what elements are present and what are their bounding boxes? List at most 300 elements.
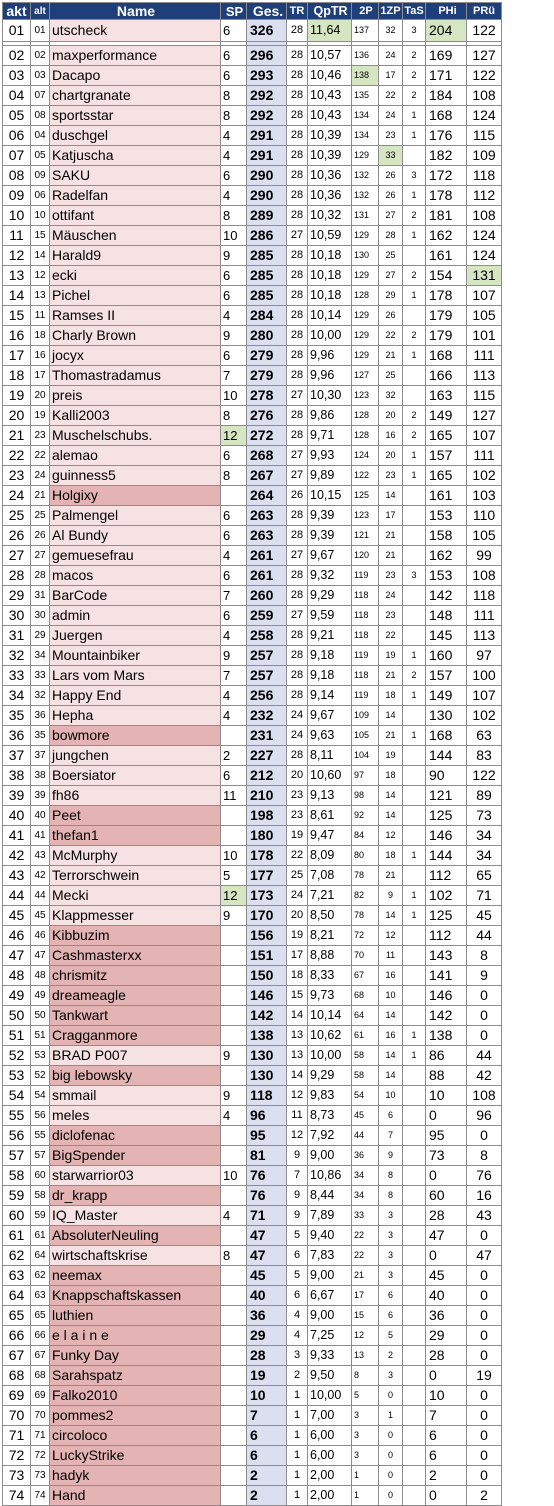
cell-name: wirtschaftskrise [50, 1246, 221, 1266]
table-row [3, 1346, 502, 1366]
cell-alt: 02 [31, 46, 50, 66]
cell-qptr: 9,67 [308, 546, 352, 566]
cell-akt: 08 [3, 166, 31, 186]
cell-p2: 22 [352, 1226, 379, 1246]
table-row [3, 706, 502, 726]
cell-sp [221, 726, 247, 746]
cell-zp1: 10 [379, 986, 403, 1006]
cell-tr: 1 [287, 1426, 308, 1446]
cell-tas [403, 986, 426, 1006]
header-name: Name [50, 3, 221, 20]
table-row [3, 1326, 502, 1346]
cell-ges: 257 [247, 646, 287, 666]
cell-p2: 34 [352, 1166, 379, 1186]
cell-p2: 80 [352, 846, 379, 866]
cell-p2: 119 [352, 646, 379, 666]
cell-sp [221, 486, 247, 506]
cell-tas: 1 [403, 1026, 426, 1046]
cell-akt: 01 [3, 20, 31, 42]
cell-alt: 70 [31, 1406, 50, 1426]
cell-sp: 4 [221, 306, 247, 326]
cell-tr: 27 [287, 546, 308, 566]
cell-alt: 46 [31, 926, 50, 946]
cell-phi: 179 [426, 306, 467, 326]
cell-zp1: 28 [379, 226, 403, 246]
cell-ges: 296 [247, 46, 287, 66]
cell-pru: 34 [467, 846, 502, 866]
cell-phi: 102 [426, 886, 467, 906]
cell-pru: 102 [467, 706, 502, 726]
cell-zp1: 1 [379, 1406, 403, 1426]
table-row [3, 686, 502, 706]
cell-phi: 125 [426, 906, 467, 926]
cell-phi: 142 [426, 586, 467, 606]
cell-name: Mountainbiker [50, 646, 221, 666]
cell-akt: 04 [3, 86, 31, 106]
cell-phi: 160 [426, 646, 467, 666]
cell-akt: 16 [3, 326, 31, 346]
cell-zp1: 3 [379, 1206, 403, 1226]
cell-tas: 1 [403, 126, 426, 146]
header-2p: 2P [352, 3, 379, 20]
cell-tr: 9 [287, 1146, 308, 1166]
cell-ges: 279 [247, 346, 287, 366]
cell-ges: 285 [247, 286, 287, 306]
cell-alt: 58 [31, 1186, 50, 1206]
cell-phi: 60 [426, 1186, 467, 1206]
cell-name: Falko2010 [50, 1386, 221, 1406]
cell-zp1: 11 [379, 946, 403, 966]
cell-akt: 06 [3, 126, 31, 146]
cell-phi: 162 [426, 546, 467, 566]
cell-akt: 33 [3, 666, 31, 686]
cell-zp1: 21 [379, 726, 403, 746]
cell-ges: 71 [247, 1206, 287, 1226]
table-row [3, 1026, 502, 1046]
cell-qptr: 9,47 [308, 826, 352, 846]
cell-p2: 119 [352, 566, 379, 586]
cell-tr: 27 [287, 446, 308, 466]
cell-tr: 28 [287, 586, 308, 606]
cell-tas: 2 [403, 326, 426, 346]
cell-name: gemuesefrau [50, 546, 221, 566]
cell-tas [403, 306, 426, 326]
cell-p2: 64 [352, 1006, 379, 1026]
cell-zp1: 26 [379, 306, 403, 326]
cell-p2: 97 [352, 766, 379, 786]
cell-p2: 127 [352, 366, 379, 386]
cell-tr: 23 [287, 806, 308, 826]
cell-name: Muschelschubs. [50, 426, 221, 446]
cell-sp: 7 [221, 666, 247, 686]
cell-phi: 36 [426, 1306, 467, 1326]
cell-zp1: 14 [379, 1066, 403, 1086]
cell-pru: 127 [467, 46, 502, 66]
cell-qptr: 10,43 [308, 86, 352, 106]
cell-ges: 286 [247, 226, 287, 246]
cell-tas [403, 526, 426, 546]
cell-ges: 130 [247, 1066, 287, 1086]
cell-alt: 24 [31, 466, 50, 486]
cell-tas [403, 1306, 426, 1326]
cell-akt: 56 [3, 1126, 31, 1146]
cell-ges: 292 [247, 106, 287, 126]
table-row [3, 926, 502, 946]
cell-phi: 10 [426, 1086, 467, 1106]
cell-alt: 22 [31, 446, 50, 466]
cell-name: neemax [50, 1266, 221, 1286]
cell-p2: 15 [352, 1306, 379, 1326]
cell-ges: 256 [247, 686, 287, 706]
cell-name: Kalli2003 [50, 406, 221, 426]
cell-phi: 88 [426, 1066, 467, 1086]
cell-sp [221, 1226, 247, 1246]
cell-sp [221, 806, 247, 826]
cell-alt: 09 [31, 166, 50, 186]
cell-p2: 137 [352, 20, 379, 42]
cell-name: jocyx [50, 346, 221, 366]
cell-sp: 9 [221, 326, 247, 346]
cell-zp1: 14 [379, 786, 403, 806]
cell-tr: 1 [287, 1466, 308, 1486]
cell-qptr: 9,29 [308, 1066, 352, 1086]
cell-akt: 63 [3, 1266, 31, 1286]
cell-phi: 0 [426, 1106, 467, 1126]
cell-p2: 120 [352, 546, 379, 566]
cell-pru: 0 [467, 986, 502, 1006]
cell-tas [403, 786, 426, 806]
cell-alt: 35 [31, 726, 50, 746]
cell-akt: 10 [3, 206, 31, 226]
cell-name: Radelfan [50, 186, 221, 206]
cell-tas [403, 1346, 426, 1366]
cell-phi: 0 [426, 1166, 467, 1186]
cell-qptr: 9,67 [308, 706, 352, 726]
cell-name: Pichel [50, 286, 221, 306]
cell-tas [403, 1146, 426, 1166]
cell-zp1: 25 [379, 246, 403, 266]
cell-name: Cragganmore [50, 1026, 221, 1046]
cell-sp: 10 [221, 386, 247, 406]
table-row [3, 66, 502, 86]
cell-ges: 2 [247, 1486, 287, 1506]
cell-zp1: 2 [379, 1346, 403, 1366]
cell-tr: 27 [287, 226, 308, 246]
cell-p2: 12 [352, 1326, 379, 1346]
cell-p2: 1 [352, 1486, 379, 1506]
cell-sp [221, 1026, 247, 1046]
header-akt: akt [3, 3, 31, 20]
cell-phi: 154 [426, 266, 467, 286]
cell-akt: 15 [3, 306, 31, 326]
cell-phi: 184 [426, 86, 467, 106]
cell-name: preis [50, 386, 221, 406]
cell-tas: 2 [403, 86, 426, 106]
cell-phi: 149 [426, 406, 467, 426]
cell-name: dr_krapp [50, 1186, 221, 1206]
table-row [3, 126, 502, 146]
cell-qptr: 6,00 [308, 1426, 352, 1446]
cell-qptr: 8,50 [308, 906, 352, 926]
cell-alt: 47 [31, 946, 50, 966]
cell-zp1: 21 [379, 526, 403, 546]
cell-ges: 45 [247, 1266, 287, 1286]
cell-name: e l a i n e [50, 1326, 221, 1346]
cell-tas [403, 1386, 426, 1406]
cell-name: BRAD P007 [50, 1046, 221, 1066]
cell-tas [403, 1186, 426, 1206]
cell-tr: 12 [287, 1126, 308, 1146]
cell-zp1: 19 [379, 646, 403, 666]
cell-p2: 5 [352, 1386, 379, 1406]
table-row [3, 726, 502, 746]
table-row [3, 186, 502, 206]
cell-qptr: 9,63 [308, 726, 352, 746]
cell-name: chartgranate [50, 86, 221, 106]
cell-phi: 28 [426, 1206, 467, 1226]
table-row [3, 1226, 502, 1246]
cell-alt: 49 [31, 986, 50, 1006]
cell-ges: 259 [247, 606, 287, 626]
cell-qptr: 9,59 [308, 606, 352, 626]
cell-p2: 72 [352, 926, 379, 946]
cell-qptr: 8,09 [308, 846, 352, 866]
cell-alt: 48 [31, 966, 50, 986]
cell-phi: 138 [426, 1026, 467, 1046]
ranking-table [2, 2, 502, 1506]
cell-qptr: 9,18 [308, 666, 352, 686]
cell-ges: 261 [247, 566, 287, 586]
cell-pru: 109 [467, 146, 502, 166]
cell-p2: 129 [352, 226, 379, 246]
cell-akt: 35 [3, 706, 31, 726]
cell-alt: 10 [31, 206, 50, 226]
cell-ges: 180 [247, 826, 287, 846]
cell-tr: 14 [287, 1006, 308, 1026]
cell-pru: 43 [467, 1206, 502, 1226]
cell-phi: 144 [426, 746, 467, 766]
table-row [3, 506, 502, 526]
cell-alt: 33 [31, 666, 50, 686]
cell-akt: 13 [3, 266, 31, 286]
cell-tr: 3 [287, 1346, 308, 1366]
cell-zp1: 16 [379, 966, 403, 986]
cell-pru: 0 [467, 1126, 502, 1146]
cell-tr: 27 [287, 386, 308, 406]
cell-ges: 156 [247, 926, 287, 946]
cell-tas [403, 1166, 426, 1186]
table-header [3, 3, 502, 20]
table-row [3, 766, 502, 786]
cell-p2: 78 [352, 866, 379, 886]
cell-tas: 1 [403, 226, 426, 246]
cell-phi: 165 [426, 426, 467, 446]
header-qptr: QpTR [308, 3, 352, 20]
cell-tas: 2 [403, 666, 426, 686]
cell-alt: 37 [31, 746, 50, 766]
cell-phi: 158 [426, 526, 467, 546]
cell-name: starwarrior03 [50, 1166, 221, 1186]
cell-zp1: 7 [379, 1126, 403, 1146]
cell-name: BarCode [50, 586, 221, 606]
cell-tr: 28 [287, 746, 308, 766]
cell-p2: 118 [352, 606, 379, 626]
cell-phi: 142 [426, 1006, 467, 1026]
cell-alt: 25 [31, 506, 50, 526]
cell-zp1: 24 [379, 106, 403, 126]
cell-sp [221, 1286, 247, 1306]
cell-qptr: 10,18 [308, 266, 352, 286]
cell-alt: 72 [31, 1446, 50, 1466]
cell-tas: 2 [403, 406, 426, 426]
cell-pru: 89 [467, 786, 502, 806]
cell-akt: 25 [3, 506, 31, 526]
cell-alt: 62 [31, 1266, 50, 1286]
cell-name: dreameagle [50, 986, 221, 1006]
cell-akt: 30 [3, 606, 31, 626]
cell-phi: 2 [426, 1466, 467, 1486]
cell-tr: 28 [287, 106, 308, 126]
cell-ges: 263 [247, 506, 287, 526]
cell-tr: 13 [287, 1026, 308, 1046]
ranking-table-container [2, 2, 502, 1506]
cell-pru: 0 [467, 1026, 502, 1046]
cell-pru: 111 [467, 446, 502, 466]
cell-ges: 150 [247, 966, 287, 986]
table-row [3, 1206, 502, 1226]
cell-tas: 1 [403, 646, 426, 666]
cell-sp [221, 1386, 247, 1406]
cell-pru: 113 [467, 626, 502, 646]
cell-tr: 28 [287, 66, 308, 86]
cell-name: McMurphy [50, 846, 221, 866]
cell-pru: 76 [467, 1166, 502, 1186]
cell-zp1: 21 [379, 346, 403, 366]
cell-p2: 8 [352, 1366, 379, 1386]
cell-phi: 146 [426, 826, 467, 846]
cell-tas [403, 1086, 426, 1106]
cell-name: SAKU [50, 166, 221, 186]
cell-ges: 81 [247, 1146, 287, 1166]
table-row [3, 1466, 502, 1486]
cell-sp: 4 [221, 186, 247, 206]
cell-tas [403, 866, 426, 886]
cell-akt: 03 [3, 66, 31, 86]
cell-phi: 157 [426, 666, 467, 686]
cell-tr: 6 [287, 1246, 308, 1266]
cell-alt: 11 [31, 306, 50, 326]
cell-p2: 129 [352, 346, 379, 366]
cell-pru: 124 [467, 246, 502, 266]
cell-name: diclofenac [50, 1126, 221, 1146]
cell-phi: 144 [426, 846, 467, 866]
cell-alt: 66 [31, 1326, 50, 1346]
cell-tas: 1 [403, 106, 426, 126]
cell-akt: 72 [3, 1446, 31, 1466]
cell-tas [403, 1286, 426, 1306]
cell-ges: 138 [247, 1026, 287, 1046]
header-tas: TaS [403, 3, 426, 20]
cell-p2: 58 [352, 1046, 379, 1066]
cell-sp [221, 946, 247, 966]
cell-akt: 17 [3, 346, 31, 366]
cell-name: Dacapo [50, 66, 221, 86]
cell-alt: 53 [31, 1046, 50, 1066]
cell-qptr: 10,59 [308, 226, 352, 246]
cell-qptr: 10,86 [308, 1166, 352, 1186]
cell-name: Ramses II [50, 306, 221, 326]
cell-sp: 4 [221, 686, 247, 706]
table-row [3, 1166, 502, 1186]
cell-name: Boersiator [50, 766, 221, 786]
cell-tr: 24 [287, 726, 308, 746]
cell-akt: 73 [3, 1466, 31, 1486]
cell-qptr: 9,18 [308, 646, 352, 666]
cell-tr: 9 [287, 1186, 308, 1206]
cell-p2: 67 [352, 966, 379, 986]
cell-ges: 118 [247, 1086, 287, 1106]
cell-sp: 4 [221, 146, 247, 166]
cell-name: admin [50, 606, 221, 626]
cell-sp: 6 [221, 266, 247, 286]
cell-ges: 267 [247, 466, 287, 486]
cell-p2: 44 [352, 1126, 379, 1146]
cell-name: big lebowsky [50, 1066, 221, 1086]
cell-alt: 23 [31, 426, 50, 446]
cell-phi: 28 [426, 1346, 467, 1366]
cell-zp1: 24 [379, 46, 403, 66]
cell-zp1: 20 [379, 406, 403, 426]
cell-akt: 67 [3, 1346, 31, 1366]
cell-ges: 7 [247, 1406, 287, 1426]
cell-zp1: 12 [379, 826, 403, 846]
cell-name: meles [50, 1106, 221, 1126]
cell-ges: 280 [247, 326, 287, 346]
cell-pru: 110 [467, 506, 502, 526]
cell-tas [403, 1206, 426, 1226]
cell-tr: 28 [287, 306, 308, 326]
cell-sp [221, 986, 247, 1006]
table-row [3, 1446, 502, 1466]
cell-alt: 15 [31, 226, 50, 246]
cell-phi: 130 [426, 706, 467, 726]
cell-alt: 56 [31, 1106, 50, 1126]
cell-pru: 118 [467, 166, 502, 186]
cell-phi: 162 [426, 226, 467, 246]
cell-qptr: 10,15 [308, 486, 352, 506]
cell-ges: 173 [247, 886, 287, 906]
cell-qptr: 9,40 [308, 1226, 352, 1246]
cell-alt: 26 [31, 526, 50, 546]
cell-tr: 28 [287, 646, 308, 666]
cell-zp1: 17 [379, 66, 403, 86]
cell-tr: 28 [287, 626, 308, 646]
cell-tas: 1 [403, 466, 426, 486]
cell-ges: 2 [247, 1466, 287, 1486]
cell-pru: 103 [467, 486, 502, 506]
cell-zp1: 9 [379, 1146, 403, 1166]
cell-name: Knappschaftskassen [50, 1286, 221, 1306]
cell-akt: 68 [3, 1366, 31, 1386]
cell-zp1: 0 [379, 1446, 403, 1466]
cell-pru: 65 [467, 866, 502, 886]
cell-tr: 1 [287, 1486, 308, 1506]
cell-alt: 71 [31, 1426, 50, 1446]
cell-phi: 112 [426, 926, 467, 946]
cell-pru: 108 [467, 1086, 502, 1106]
cell-alt: 52 [31, 1066, 50, 1086]
cell-zp1: 8 [379, 1186, 403, 1206]
